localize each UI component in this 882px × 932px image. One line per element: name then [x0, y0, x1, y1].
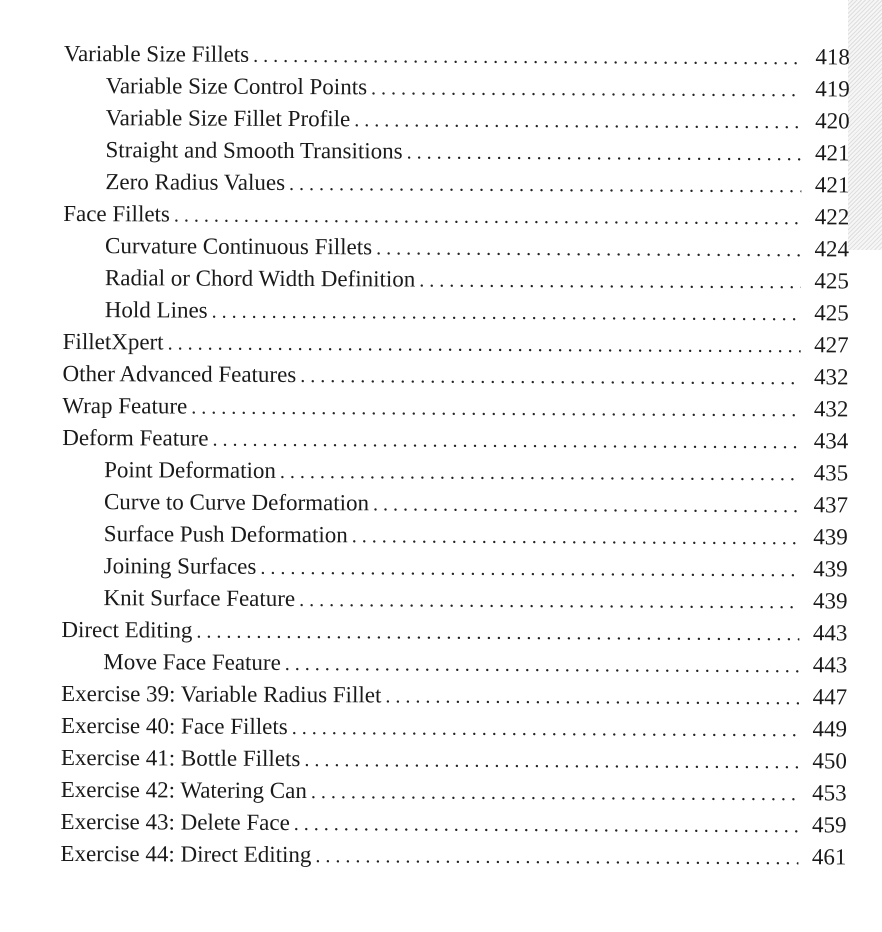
toc-entry [63, 166, 849, 201]
toc-page-number: 461 [811, 844, 847, 870]
toc-dot-leader [294, 808, 799, 842]
page-edge-shadow [848, 0, 882, 250]
toc-page-number: 432 [813, 396, 849, 422]
toc-entry-title: Direct Editing [61, 616, 193, 643]
toc-entry-title: Exercise 44: Direct Editing [60, 840, 312, 868]
toc-entry-title: Move Face Feature [103, 649, 281, 675]
toc-entry [60, 838, 846, 873]
toc-page-number: 453 [812, 780, 847, 806]
toc-page-number: 437 [813, 492, 849, 518]
toc-entry-title: Point Deformation [104, 457, 277, 483]
toc-page-number: 424 [814, 236, 850, 262]
toc-page-number: 447 [812, 684, 848, 710]
toc-page-number: 439 [813, 556, 848, 582]
toc-page-number: 439 [813, 524, 848, 550]
toc-dot-leader [315, 840, 798, 874]
toc-page-number: 439 [812, 588, 848, 614]
toc-dot-leader [196, 616, 799, 651]
toc-entry [63, 230, 849, 265]
toc-entry-title: Exercise 43: Delete Face [60, 808, 290, 835]
toc-dot-leader [289, 168, 801, 202]
toc-dot-leader [212, 424, 800, 459]
toc-entry-title: Radial or Chord Width Definition [104, 265, 416, 292]
toc-entry-title: Curvature Continuous Fillets [105, 233, 373, 260]
toc-dot-leader [299, 584, 800, 618]
toc-entry [63, 326, 849, 361]
toc-dot-leader [174, 199, 801, 234]
toc-entry [63, 198, 849, 233]
toc-dot-leader [376, 232, 801, 266]
toc-page-number: 450 [812, 748, 847, 774]
toc-dot-leader [260, 552, 799, 586]
toc-page-number: 449 [812, 716, 848, 742]
toc-dot-leader [385, 680, 799, 714]
toc-dot-leader [292, 712, 799, 746]
toc-dot-leader [168, 327, 801, 362]
toc-page-number: 420 [815, 108, 850, 134]
toc-page-number: 421 [814, 140, 850, 166]
toc-dot-leader [285, 648, 800, 682]
toc-entry [62, 486, 848, 521]
toc-entry [61, 710, 847, 745]
toc-entry [61, 774, 847, 809]
toc-dot-leader [419, 265, 801, 299]
toc-entry [64, 102, 850, 137]
toc-entry-title: Deform Feature [62, 424, 209, 451]
toc-dot-leader [352, 520, 800, 554]
toc-dot-leader [280, 456, 800, 490]
toc-entry [61, 646, 847, 681]
toc-entry-title: Other Advanced Features [62, 360, 297, 388]
toc-dot-leader [354, 104, 801, 138]
toc-entry-title: Exercise 41: Bottle Fillets [60, 744, 301, 772]
toc-dot-leader [191, 392, 800, 427]
table-of-contents [60, 38, 850, 873]
toc-dot-leader [300, 360, 800, 394]
toc-entry-title: Face Fillets [63, 200, 170, 227]
toc-entry-title: Joining Surfaces [103, 553, 257, 579]
toc-entry [61, 806, 847, 841]
toc-entry [63, 134, 849, 169]
toc-page-number: 422 [814, 204, 850, 230]
toc-dot-leader [407, 136, 802, 170]
toc-entry-title: Hold Lines [104, 297, 208, 323]
toc-page-number: 432 [813, 364, 849, 390]
toc-dot-leader [304, 744, 799, 778]
toc-entry-title: Zero Radius Values [105, 169, 286, 195]
toc-dot-leader [311, 776, 799, 810]
toc-entry-title: Surface Push Deformation [103, 521, 348, 548]
toc-entry [61, 742, 847, 777]
toc-entry [62, 358, 848, 393]
toc-dot-leader [373, 488, 800, 522]
toc-entry [62, 390, 848, 425]
toc-dot-leader [253, 40, 802, 74]
toc-entry [62, 550, 848, 585]
toc-page-number: 459 [812, 812, 847, 838]
toc-entry [61, 678, 847, 713]
toc-page-number: 434 [813, 428, 849, 454]
toc-entry-title: Variable Size Control Points [105, 73, 368, 100]
toc-dot-leader [371, 72, 802, 106]
toc-entry-title: Variable Size Fillets [63, 40, 250, 67]
toc-entry-title: FilletXpert [62, 328, 164, 355]
toc-page-number: 443 [812, 620, 848, 646]
toc-entry [62, 518, 848, 553]
toc-page-number: 427 [814, 332, 849, 358]
toc-page-number: 418 [815, 44, 850, 70]
toc-page-number: 425 [814, 300, 849, 326]
toc-entry-title: Exercise 40: Face Fillets [60, 712, 288, 739]
toc-entry [64, 38, 850, 73]
toc-entry-title: Exercise 39: Variable Radius Fillet [61, 680, 382, 708]
toc-page-number: 443 [812, 652, 848, 678]
toc-entry [63, 294, 849, 329]
toc-page-number: 419 [815, 76, 850, 102]
toc-entry [61, 614, 847, 649]
toc-entry [64, 70, 850, 105]
toc-entry [63, 262, 849, 297]
toc-entry-title: Wrap Feature [62, 392, 188, 419]
toc-entry-title: Knit Surface Feature [103, 585, 296, 612]
toc-entry-title: Straight and Smooth Transitions [105, 137, 403, 164]
toc-entry [62, 454, 848, 489]
toc-dot-leader [212, 296, 801, 331]
toc-page-number: 421 [814, 172, 850, 198]
toc-page-number: 435 [813, 460, 849, 486]
toc-entry-title: Variable Size Fillet Profile [105, 105, 351, 132]
toc-entry-title: Curve to Curve Deformation [103, 489, 370, 516]
toc-entry [62, 422, 848, 457]
toc-entry-title: Exercise 42: Watering Can [60, 776, 307, 804]
toc-page-number: 425 [814, 268, 850, 294]
toc-entry [61, 582, 847, 617]
